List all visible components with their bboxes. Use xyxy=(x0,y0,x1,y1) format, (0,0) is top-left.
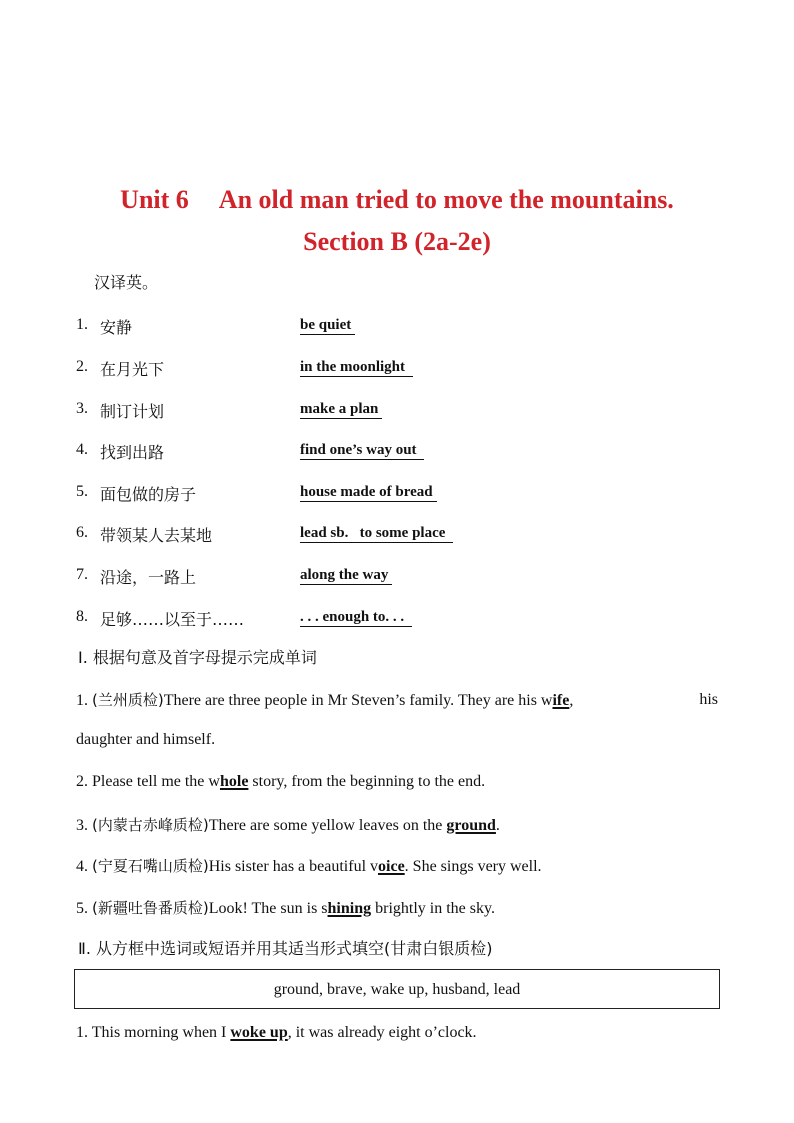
question-2 xyxy=(76,771,718,793)
question-1-main xyxy=(76,689,573,712)
vocab-chinese: 沿途，一路上 xyxy=(100,568,197,587)
vocab-answer: . . . enough to. . . xyxy=(300,608,412,627)
question-number: 5. xyxy=(76,900,92,917)
vocab-number: 8. xyxy=(76,608,88,625)
vocab-item xyxy=(76,606,736,630)
vocab-chinese: 足够……以至于…… xyxy=(100,610,245,629)
vocab-number: 6. xyxy=(76,524,88,541)
vocab-number: 3. xyxy=(76,400,88,417)
section-2-heading: Ⅱ. 从方框中选词或短语并用其适当形式填空(甘肃白银质检) xyxy=(78,939,493,958)
vocab-number: 2. xyxy=(76,358,88,375)
question-answer: oice xyxy=(378,858,405,875)
question-answer: hining xyxy=(327,900,372,917)
question-text-end: his xyxy=(699,691,718,708)
section-1-heading: Ⅰ. 根据句意及首字母提示完成单词 xyxy=(78,648,317,667)
vocab-answer: house made of bread xyxy=(300,483,437,502)
question-source-tag: (宁夏石嘴山质检) xyxy=(92,857,209,875)
question-source-tag: (内蒙古赤峰质检) xyxy=(92,816,209,834)
question-answer: ground xyxy=(446,817,496,834)
unit-label: Unit 6 xyxy=(120,185,189,214)
vocab-number: 1. xyxy=(76,316,88,333)
vocab-answer: along the way xyxy=(300,566,392,585)
question-answer: woke up xyxy=(230,1024,288,1041)
question-answer: ife xyxy=(552,692,570,709)
exercise-intro: 汉译英。 xyxy=(94,273,159,292)
unit-title: An old man tried to move the mountains. xyxy=(218,185,674,214)
vocab-item xyxy=(76,564,736,588)
question-3 xyxy=(76,814,718,837)
vocab-chinese: 带领某人去某地 xyxy=(100,526,213,545)
question-number: 4. xyxy=(76,858,92,875)
page-title xyxy=(0,185,794,215)
vocab-answer: make a plan xyxy=(300,400,382,419)
vocab-item xyxy=(76,439,736,463)
vocab-answer: lead sb. to some place xyxy=(300,524,453,543)
question-text: There are three people in Mr Steven’s family. They are his w xyxy=(163,692,553,709)
section-2-question-1 xyxy=(76,1022,718,1044)
question-text: brightly in the sky. xyxy=(371,900,495,917)
question-text: , it was already eight o’clock. xyxy=(287,1024,477,1041)
vocab-answer: find one’s way out xyxy=(300,441,424,460)
question-text: Look! The sun is s xyxy=(208,900,328,917)
question-number: 1. xyxy=(76,1024,92,1041)
question-number: 3. xyxy=(76,817,92,834)
vocab-item xyxy=(76,481,736,505)
vocab-chinese: 制订计划 xyxy=(100,402,165,421)
question-1-line-1 xyxy=(76,689,718,712)
word-bank-box: ground, brave, wake up, husband, lead xyxy=(74,969,720,1009)
question-4 xyxy=(76,855,718,878)
question-5 xyxy=(76,897,718,920)
question-text: This morning when I xyxy=(91,1024,231,1041)
vocab-chinese: 找到出路 xyxy=(100,443,165,462)
question-answer: hole xyxy=(219,773,249,790)
question-text: Please tell me the w xyxy=(92,773,220,790)
section-title: Section B (2a-2e) xyxy=(303,227,491,256)
vocab-answer: be quiet xyxy=(300,316,355,335)
question-text: story, from the beginning to the end. xyxy=(248,773,486,790)
vocab-number: 4. xyxy=(76,441,88,458)
question-text: There are some yellow leaves on the xyxy=(208,817,447,834)
vocab-chinese: 在月光下 xyxy=(100,360,165,379)
question-number: 2. xyxy=(76,773,92,790)
question-source-tag: (新疆吐鲁番质检) xyxy=(92,899,209,917)
vocab-item xyxy=(76,522,736,546)
question-text: His sister has a beautiful v xyxy=(208,858,379,875)
vocab-item xyxy=(76,356,736,380)
question-1-line-2: daughter and himself. xyxy=(76,731,216,748)
vocab-chinese: 安静 xyxy=(100,318,133,337)
vocab-number: 5. xyxy=(76,483,88,500)
question-text: . She sings very well. xyxy=(404,858,542,875)
question-text: , xyxy=(569,692,574,709)
vocab-item xyxy=(76,314,736,338)
question-source-tag: (兰州质检) xyxy=(92,691,164,709)
vocab-answer: in the moonlight xyxy=(300,358,413,377)
vocab-item xyxy=(76,398,736,422)
vocab-number: 7. xyxy=(76,566,88,583)
question-text: . xyxy=(495,817,500,834)
question-number: 1. xyxy=(76,692,92,709)
vocab-chinese: 面包做的房子 xyxy=(100,485,197,504)
